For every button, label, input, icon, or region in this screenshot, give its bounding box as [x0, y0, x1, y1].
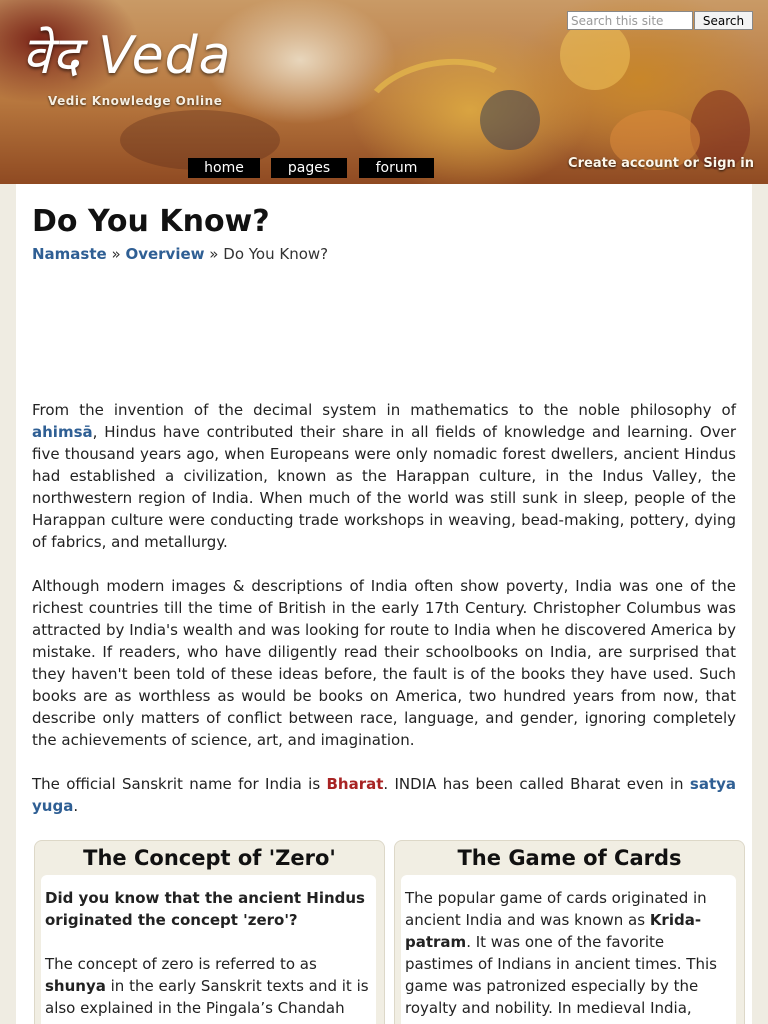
cards-box-text	[405, 887, 730, 1019]
banner-art-figure	[480, 90, 540, 150]
breadcrumb-separator: »	[209, 245, 219, 263]
intro-text-end: , Hindus have contributed their share in all fields of knowledge and learning. Over five thousand years ago, when Europeans were only nomadic forest dwellers, ancient Hindus had established a civilization, known as the Harappan culture, in the Indus Valley, the northwestern region of India. When much of the world was still sunk in sleep, people of the Harappan culture were conducting trade workshops in weaving, bead-making, pottery, dying of fabrics, and metallurgy.	[32, 423, 736, 551]
breadcrumb-namaste[interactable]: Namaste	[32, 245, 107, 263]
nav-forum[interactable]: forum	[359, 158, 434, 178]
cards-text-start: The popular game of cards originated in ancient India and was known as	[405, 889, 707, 929]
main-content	[16, 184, 752, 1024]
intro-text-start: From the invention of the decimal system in mathematics to the noble philosophy of	[32, 401, 736, 419]
site-logo[interactable]	[22, 26, 231, 86]
zero-box-text	[45, 953, 370, 1019]
site-tagline: Vedic Knowledge Online	[48, 94, 223, 108]
breadcrumb-overview[interactable]: Overview	[125, 245, 205, 263]
zero-box-title: The Concept of 'Zero'	[83, 846, 336, 870]
bharat-link[interactable]: Bharat	[326, 775, 384, 793]
wealth-paragraph: Although modern images & descriptions of India often show poverty, India was one of the richest countries till the time of British in the early 17th Century. Christopher Columbus was attracted by India's wealth and was looking for route to India when he discovered America by mistake. If readers, who have diligently read their schoolbooks on India, are surprised that they haven't been told of these ideas before, the fault is of the books they have used. Such books are as worthless as would be books on America, two hundred years from now, that describe only matters of conflict between race, language, and gender, ignoring completely the achievements of science, art, and imagination.	[32, 577, 736, 749]
bharat-text-start: The official Sanskrit name for India is	[32, 775, 327, 793]
zero-box-body	[41, 875, 376, 1024]
nav-home[interactable]: home	[188, 158, 260, 178]
zero-text-end: in the early Sanskrit texts and it is also explained in the Pingala’s Chandah	[45, 977, 369, 1017]
bharat-text-mid: . INDIA has been called Bharat even in	[383, 775, 690, 793]
cards-box-body	[401, 875, 736, 1024]
cards-game-box	[394, 840, 745, 1024]
breadcrumb-separator: »	[111, 245, 121, 263]
search-input[interactable]	[567, 11, 693, 30]
krida-patram-term: Krida-patram	[405, 911, 702, 951]
cards-text-end: . It was one of the favorite pastimes of Indians in ancient times. This game was patronized especially by the royalty and nobility. In medieval India,	[405, 933, 717, 1017]
shunya-term: shunya	[45, 977, 106, 995]
intro-paragraph	[32, 399, 736, 553]
banner-art-halo	[560, 20, 630, 90]
zero-box-lead: Did you know that the ancient Hindus originated the concept 'zero'?	[45, 889, 365, 929]
search-button[interactable]: Search	[694, 11, 753, 30]
bharat-text-end: .	[73, 797, 79, 815]
bharat-paragraph	[32, 773, 736, 817]
logo-devanagari: वेद	[22, 26, 81, 86]
satya-yuga-link[interactable]: satya yuga	[32, 775, 737, 815]
nav-pages[interactable]: pages	[271, 158, 347, 178]
breadcrumb	[32, 245, 328, 263]
logo-text: Veda	[98, 26, 232, 86]
zero-concept-box	[34, 840, 385, 1024]
cards-box-title: The Game of Cards	[457, 846, 682, 870]
ahimsa-link[interactable]: ahimsā	[32, 423, 93, 441]
breadcrumb-current: Do You Know?	[223, 245, 329, 263]
page-title: Do You Know?	[32, 204, 270, 239]
zero-text-start: The concept of zero is referred to as	[45, 955, 317, 973]
account-link[interactable]: Create account or Sign in	[568, 156, 754, 171]
site-header	[0, 0, 768, 184]
